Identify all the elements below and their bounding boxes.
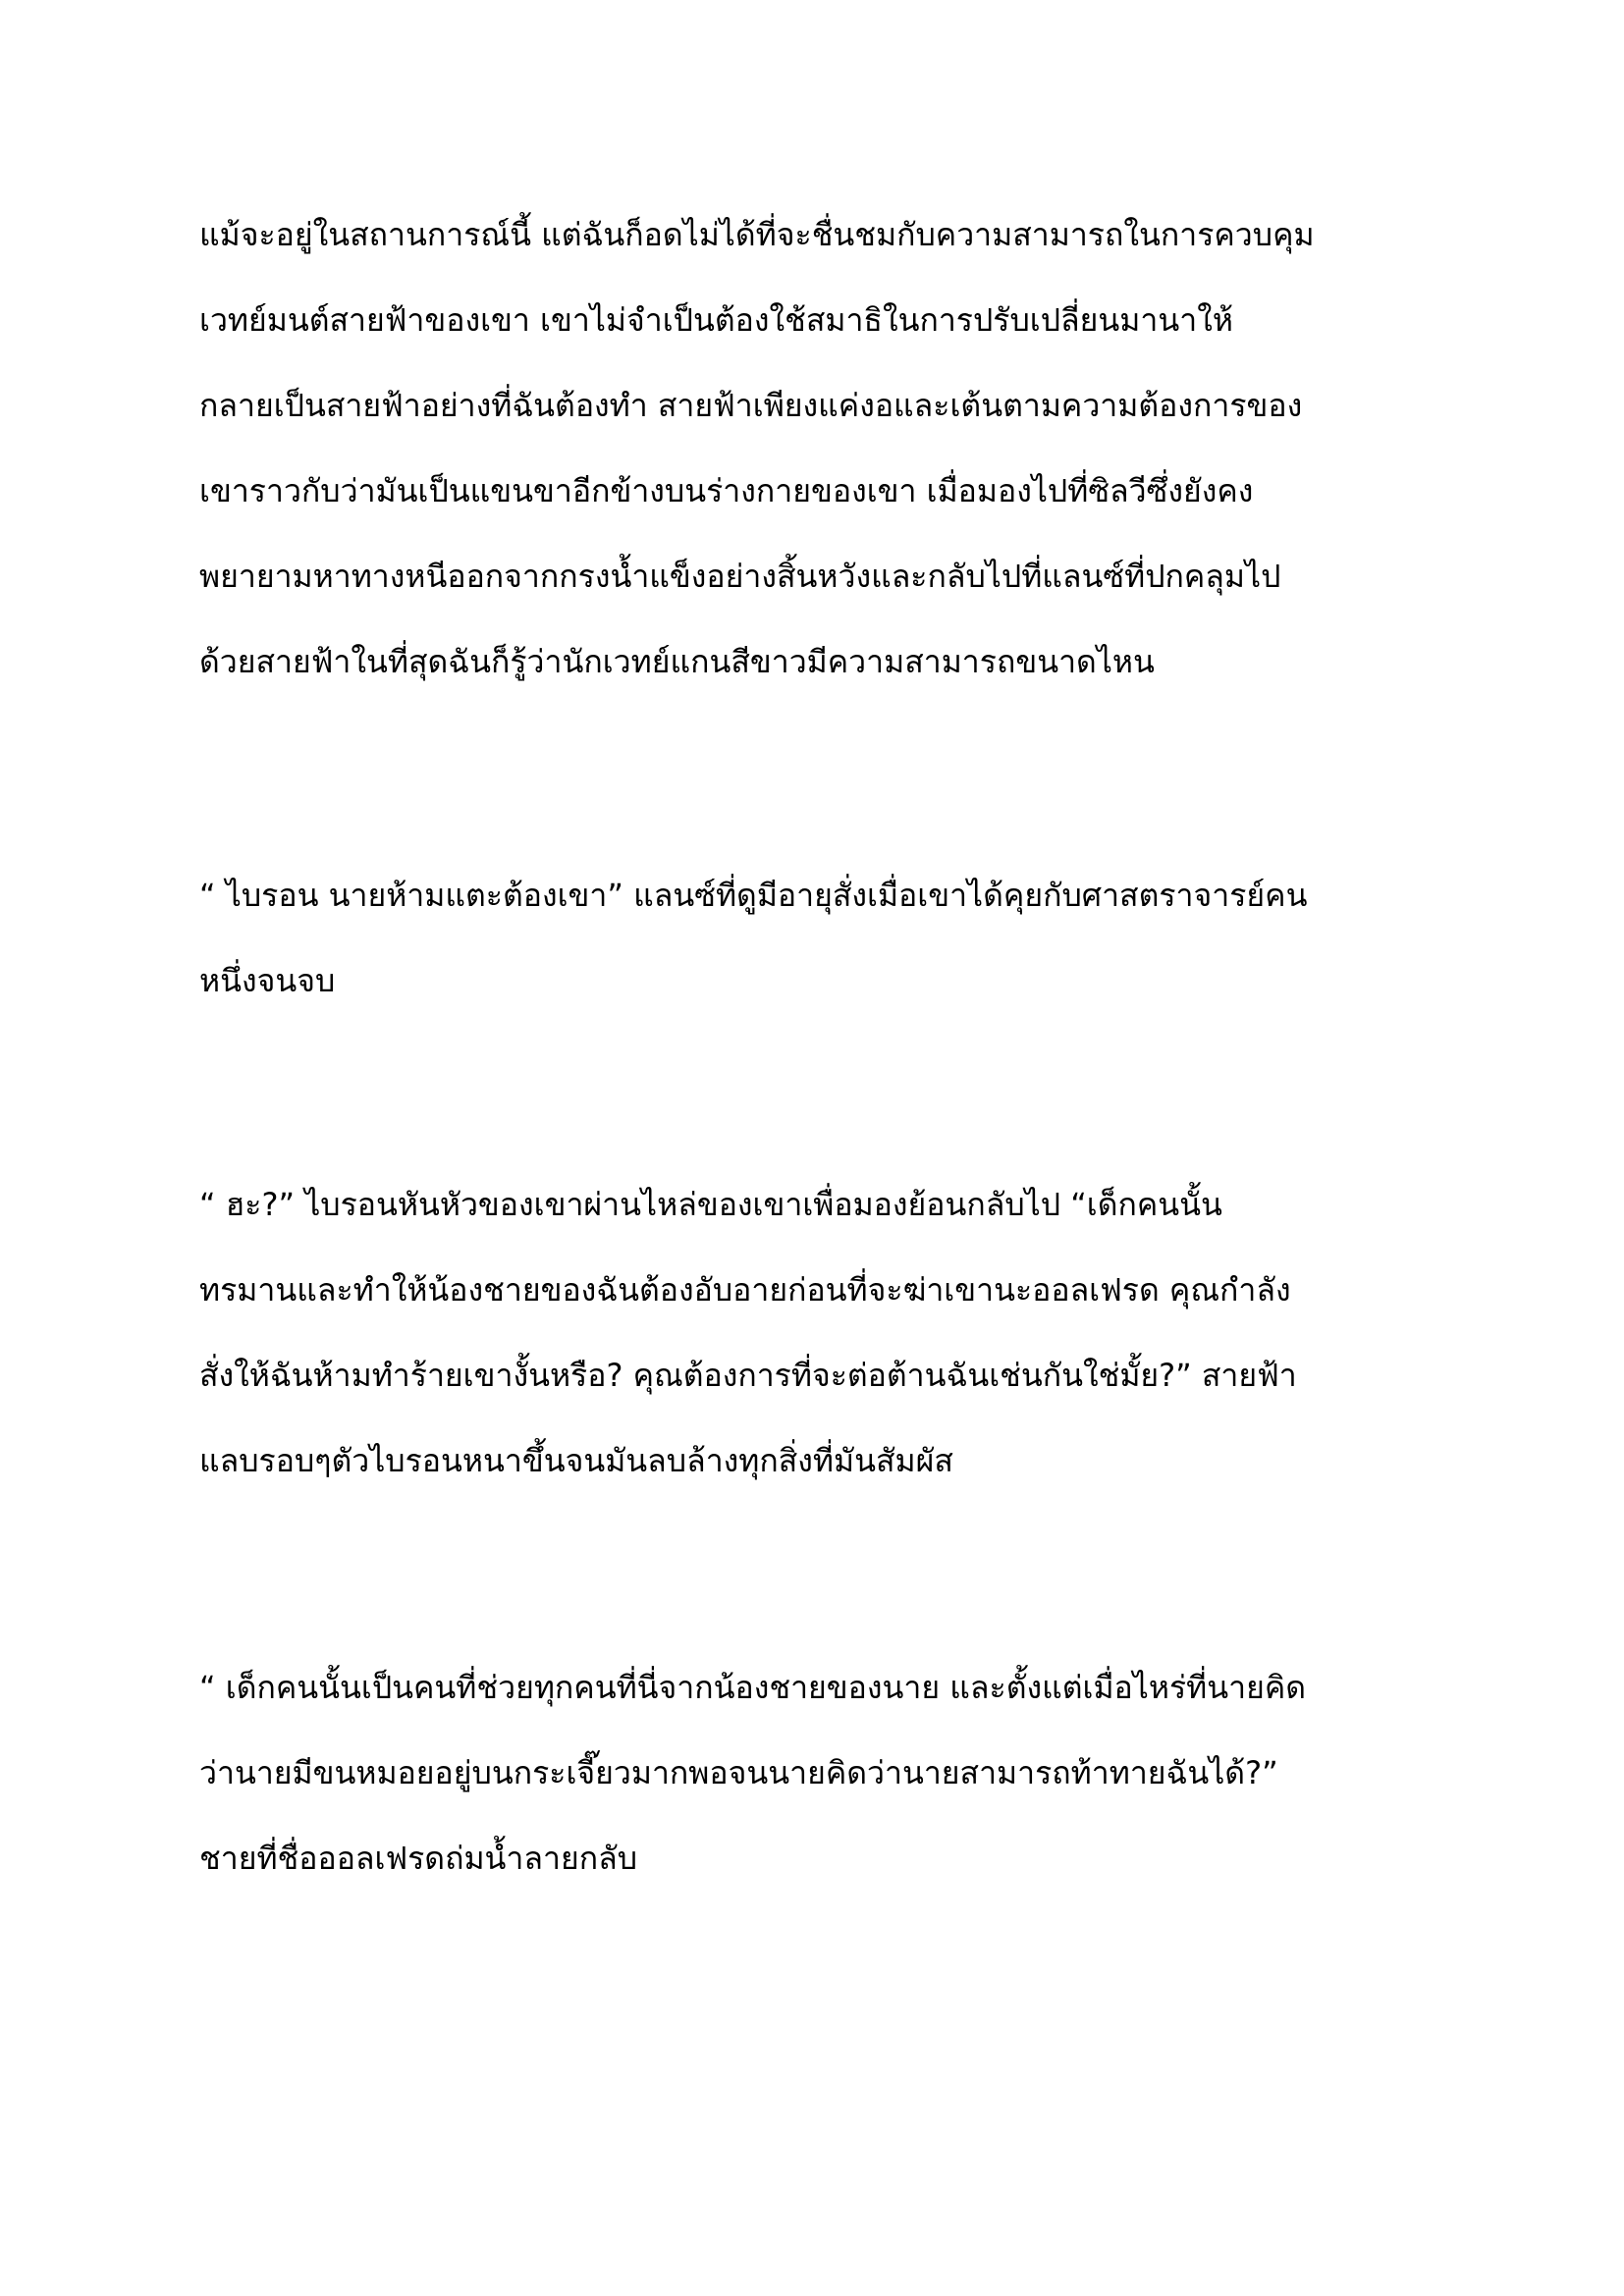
paragraph-line: “ ฮะ?” ไบรอนหันหัวของเขาผ่านไหล่ของเขาเพื่อมองย้อนกลับไป “เด็กคนนั้น — [199, 1186, 1222, 1223]
paragraph-line: ทรมานและทำให้น้องชายของฉันต้องอับอายก่อนที่จะฆ่าเขานะออลเฟรด คุณกำลัง — [199, 1271, 1291, 1308]
paragraph-line: กลายเป็นสายฟ้าอย่างที่ฉันต้องทำ สายฟ้าเพียงแค่งอและเต้นตามความต้องการของ — [199, 387, 1303, 424]
paragraph-line: “ เด็กคนนั้นเป็นคนที่ช่วยทุกคนที่นี่จากน้องชายของนาย และตั้งแต่เมื่อไหร่ที่นายคิด — [199, 1669, 1306, 1706]
paragraph-2 — [199, 853, 1446, 1024]
paragraph-4 — [199, 1645, 1446, 1901]
paragraph-line: เวทย์มนต์สายฟ้าของเขา เขาไม่จำเป็นต้องใช้สมาธิในการปรับเปลี่ยนมานาให้ — [199, 301, 1233, 339]
paragraph-line: หนึ่งจนจบ — [199, 962, 336, 999]
paragraph-line: ด้วยสายฟ้าในที่สุดฉันก็รู้ว่านักเวทย์แกนสีขาวมีความสามารถขนาดไหน — [199, 643, 1155, 680]
paragraph-line: ชายที่ชื่อออลเฟรดถ่มน้ำลายกลับ — [199, 1840, 638, 1877]
paragraph-1 — [199, 192, 1446, 705]
paragraph-line: แม้จะอยู่ในสถานการณ์นี้ แต่ฉันก็อดไม่ได้ที่จะชื่นชมกับความสามารถในการควบคุม — [199, 216, 1315, 253]
paragraph-line: ว่านายมีขนหมอยอยู่บนกระเจี๊ยวมากพอจนนายคิดว่านายสามารถท้าทายฉันได้?” — [199, 1754, 1278, 1791]
paragraph-line: “ ไบรอน นายห้ามแตะต้องเขา” แลนซ์ที่ดูมีอายุสั่งเมื่อเขาได้คุยกับศาสตราจารย์คน — [199, 877, 1308, 914]
paragraph-line: แลบรอบๆตัวไบรอนหนาขึ้นจนมันลบล้างทุกสิ่งที่มันสัมผัส — [199, 1442, 953, 1479]
paragraph-line: สั่งให้ฉันห้ามทำร้ายเขางั้นหรือ? คุณต้องการที่จะต่อต้านฉันเช่นกันใช่มั้ย?” สายฟ้า — [199, 1357, 1297, 1394]
paragraph-line: พยายามหาทางหนีออกจากกรงน้ำแข็งอย่างสิ้นหวังและกลับไปที่แลนซ์ที่ปกคลุมไป — [199, 558, 1281, 595]
paragraph-3 — [199, 1162, 1446, 1504]
paragraph-line: เขาราวกับว่ามันเป็นแขนขาอีกข้างบนร่างกายของเขา เมื่อมองไปที่ซิลวีซึ่งยังคง — [199, 472, 1254, 509]
